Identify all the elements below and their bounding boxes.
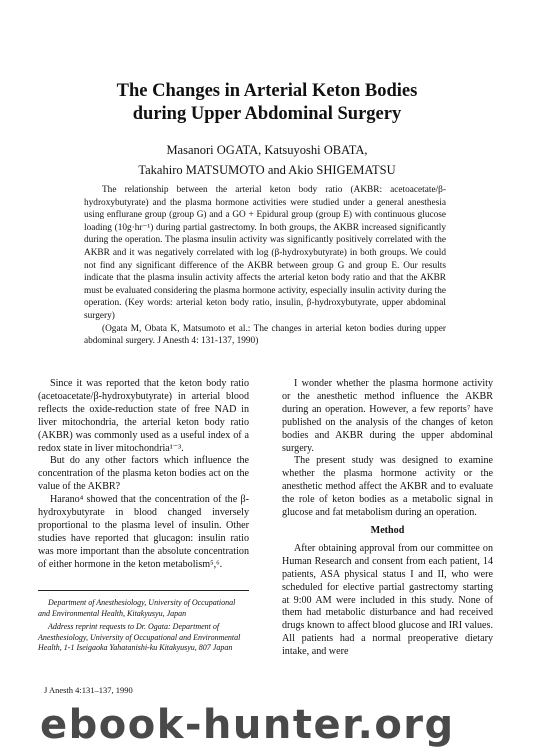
body-paragraph: I wonder whether the plasma hormone activity or the anesthetic method influence the AKBR during an operation. However, a few reports⁷ have published on the analysis of the changes of keton bodies and AKBR during the upper abdominal surgery. [282,378,493,454]
footnote-affiliation: Department of Anesthesiology, University of Occupational and Environmental Health, Kitakyusyu, Japan [38,598,236,618]
body-paragraph: The present study was designed to examine whether the plasma hormone activity or the anesthetic method affect the AKBR and to evaluate the role of keton bodies as a metabolic signal in glucose and fat metabolism during an operation. [282,455,493,519]
abstract [84,184,446,348]
title-line-1: The Changes in Arterial Keton Bodies [116,81,418,101]
section-heading-method: Method [370,524,405,536]
journal-citation-line: J Anesth 4:131–137, 1990 [44,685,133,695]
watermark: ebook-hunter.org [40,702,455,748]
body-paragraph: Harano⁴ showed that the concentration of the β-hydroxybutyrate in blood changed inversely proportional to the plasma level of insulin. Other studies have reported that glucagon: insulin ratio was more important than the absolute concentration of either hormone in the keton metabolism⁵,⁶. [38,494,249,570]
footnote [38,590,249,657]
body-paragraph: After obtaining approval from our committee on Human Research and consent from each patient, 14 patients, ASA physical status I and II, who were scheduled for elective partial gastrectomy starting at 9:00 AM were included in this study. None of them had metabolic disturbance and had received drugs known to affect blood glucose and IRI values. All patients had a normal preoperative dietary intake, and were [282,542,493,658]
abstract-body: The relationship between the arterial keton body ratio (AKBR: acetoacetate/β-hydroxybutyrate) and the plasma hormone activities were studied under a general anesthesia using enflurane group (group G) and a GO + Epidural group (group E) with continuous glucose loading (10g·hr⁻¹) during partial gastrectomy. In both groups, the AKBR increased significantly during the operation. The plasma insulin activity was significantly positively correlated with the AKBR and it was negatively correlated with log (β-hydroxybutyrate) in both groups. We could not find any significant difference of the AKBR between group G and group E. Our results indicate that the plasma insulin activity affects the arterial keton body ratio and that the AKBR must be evaluated considering the plasma hormone activity, especially insulin activity during the operation. (Key words: arterial keton body ratio, insulin, β-hydroxybutyrate, upper abdominal surgery) [84,185,446,321]
authors-line-1: Masanori OGATA, Katsuyoshi OBATA, [166,143,368,157]
footnote-address: Address reprint requests to Dr. Ogata: Department of Anesthesiology, University of Occupational and Environmental Health, 1-1 Iseigaoka Yahatanishi-ku Kitakyusyu, 807 Japan [38,622,241,653]
body-paragraph: But do any other factors which influence the concentration of the plasma keton bodies act on the value of the AKBR? [38,455,249,493]
authors-line-2: Takahiro MATSUMOTO and Akio SHIGEMATSU [138,163,396,177]
author-list [40,140,494,180]
body-paragraph: Since it was reported that the keton body ratio (acetoacetate/β-hydroxybutyrate) in arterial blood reflects the oxide-reduction state of free NAD in liver mitochondria, the arterial keton body ratio (AKBR) was commonly used as a useful index of a redox state in liver mitochondria¹⁻³. [38,378,249,454]
title-line-2: during Upper Abdominal Surgery [132,104,402,124]
body-column-left [38,378,249,572]
abstract-citation: (Ogata M, Obata K, Matsumoto et al.: The changes in arterial keton bodies during upper abdominal surgery. J Anesth 4: 131-137, 1990) [84,323,446,347]
body-column-right [282,378,493,659]
paper-title [40,80,494,126]
